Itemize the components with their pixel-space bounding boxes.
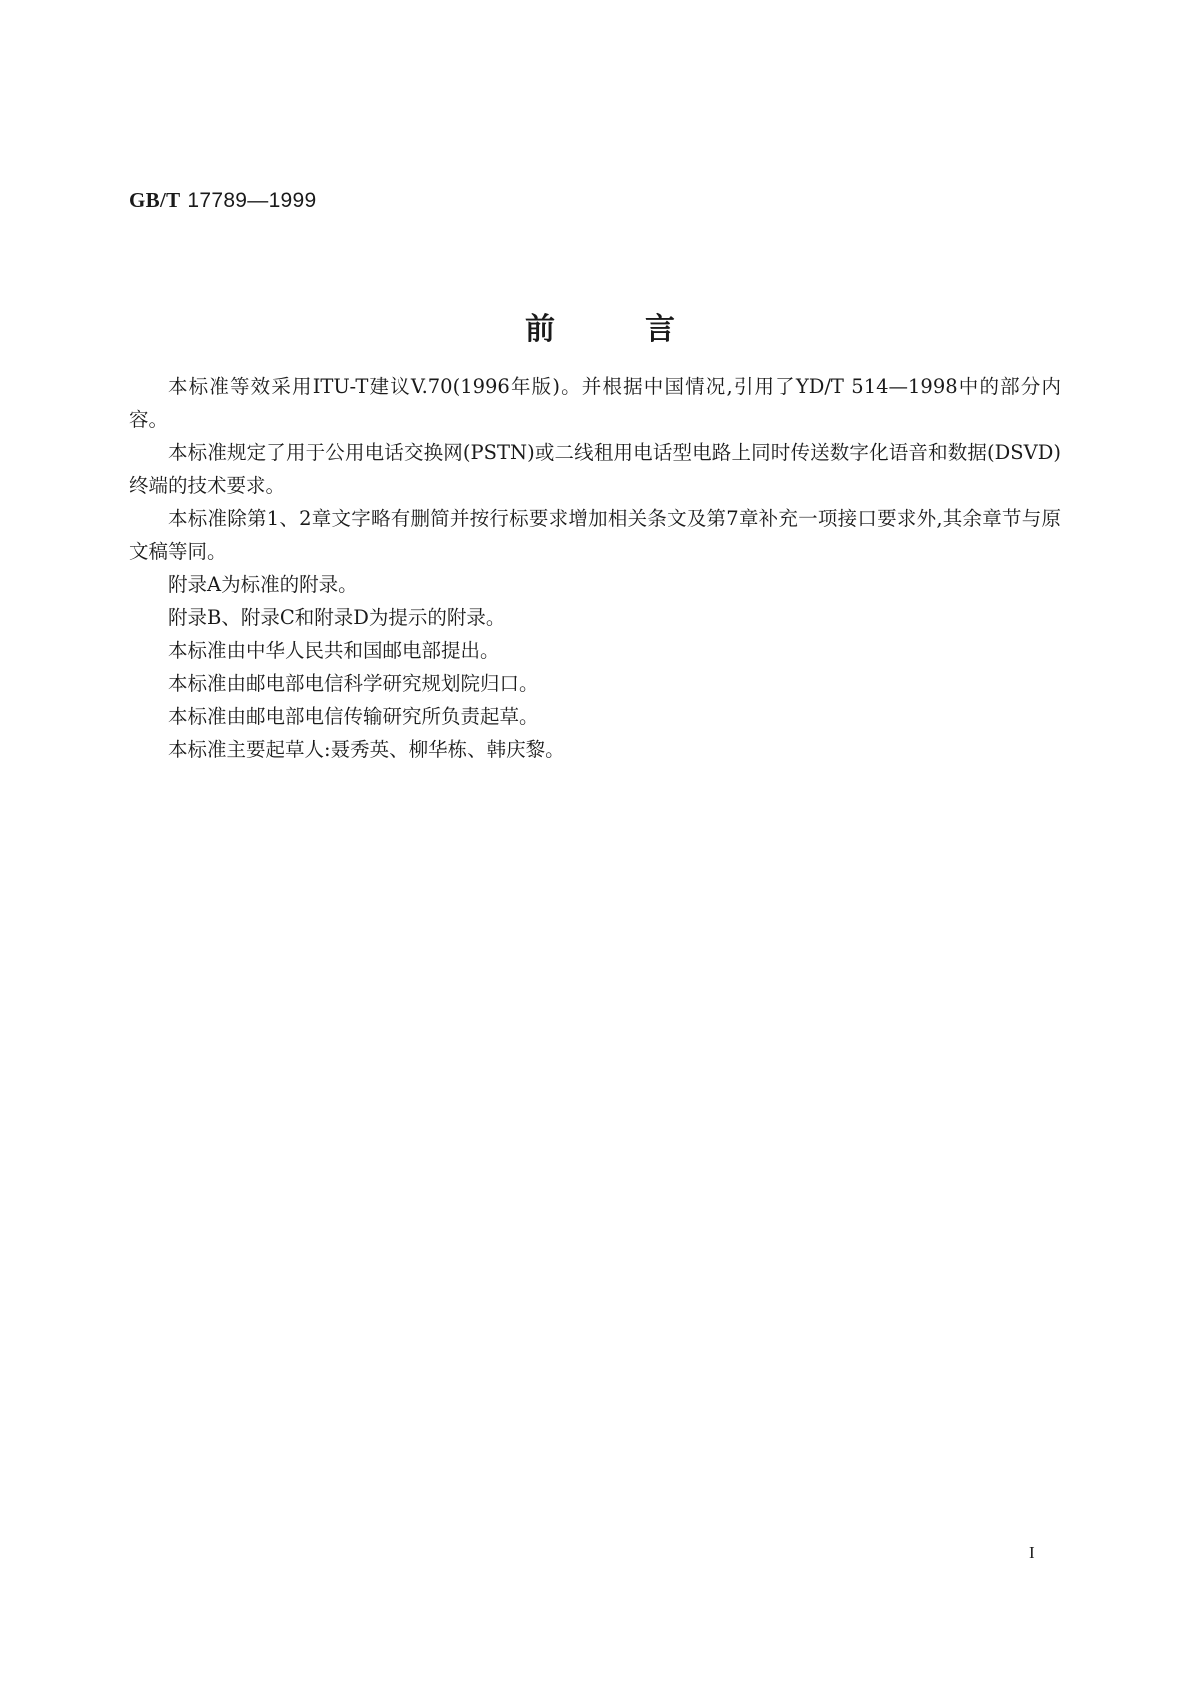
paragraph-adoption: 本标准等效采用ITU-T建议V.70(1996年版)。并根据中国情况,引用了YD/T 514—1998中的部分内容。 — [129, 375, 1061, 431]
paragraph-centralized-by: 本标准由邮电部电信科学研究规划院归口。 — [168, 672, 539, 695]
page-number: I — [1029, 1543, 1035, 1562]
paragraph-annex-a: 附录A为标准的附录。 — [168, 573, 358, 596]
standard-code-prefix: GB/T — [129, 188, 181, 212]
page-title — [0, 304, 1191, 347]
standard-code-number: 17789—1999 — [187, 189, 317, 212]
paragraph-annex-bcd: 附录B、附录C和附录D为提示的附录。 — [168, 606, 506, 629]
paragraph-drafters: 本标准主要起草人:聂秀英、柳华栋、韩庆黎。 — [168, 738, 565, 761]
paragraph-differences: 本标准除第1、2章文字略有删简并按行标要求增加相关条文及第7章补充一项接口要求外,其余章节与原文稿等同。 — [129, 507, 1061, 563]
page-title-char-2: 言 — [645, 312, 675, 347]
paragraph-drafted-by: 本标准由邮电部电信传输研究所负责起草。 — [168, 705, 539, 728]
paragraph-proposed-by: 本标准由中华人民共和国邮电部提出。 — [168, 639, 500, 662]
paragraph-scope: 本标准规定了用于公用电话交换网(PSTN)或二线租用电话型电路上同时传送数字化语音和数据(DSVD)终端的技术要求。 — [129, 441, 1061, 497]
standard-code — [129, 188, 317, 213]
page-title-char-1: 前 — [525, 312, 555, 347]
foreword-body — [129, 370, 1061, 766]
